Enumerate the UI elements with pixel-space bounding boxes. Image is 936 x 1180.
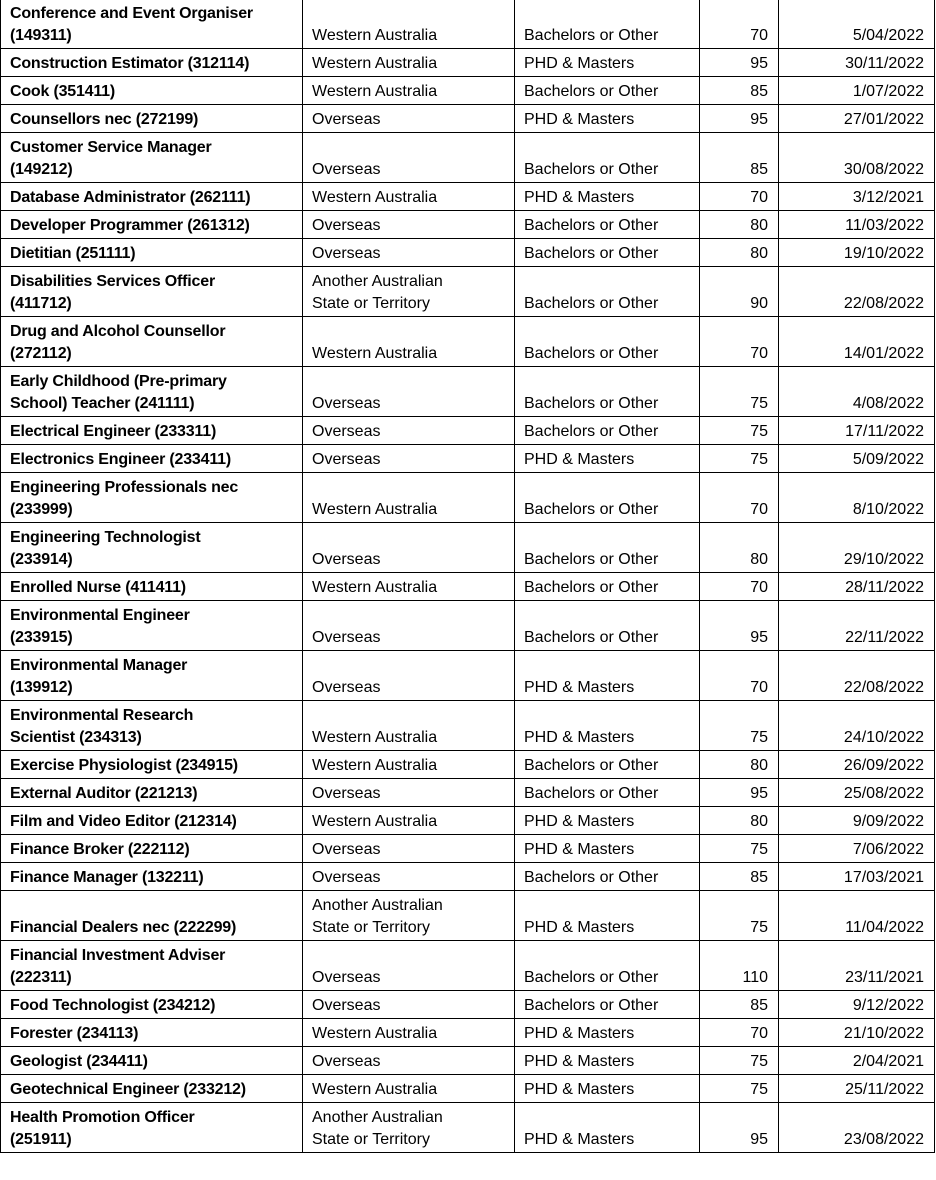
table-row [1, 0, 935, 49]
qualification-cell: Bachelors or Other [515, 473, 700, 523]
table-row [1, 779, 935, 807]
date-cell: 17/03/2021 [779, 863, 935, 891]
occupation-cell: Food Technologist (234212) [1, 991, 303, 1019]
qualification-cell: PHD & Masters [515, 183, 700, 211]
points-cell: 95 [700, 1103, 779, 1153]
table-row [1, 523, 935, 573]
points-cell: 75 [700, 701, 779, 751]
qualification-cell: Bachelors or Other [515, 417, 700, 445]
qualification-cell: PHD & Masters [515, 807, 700, 835]
points-cell: 75 [700, 1075, 779, 1103]
occupation-cell: Engineering Professionals nec (233999) [1, 473, 303, 523]
table-row [1, 133, 935, 183]
table-row [1, 1103, 935, 1153]
qualification-cell: PHD & Masters [515, 1075, 700, 1103]
location-cell: Western Australia [303, 1075, 515, 1103]
qualification-cell: Bachelors or Other [515, 601, 700, 651]
occupation-cell: Exercise Physiologist (234915) [1, 751, 303, 779]
date-cell: 25/08/2022 [779, 779, 935, 807]
table-row [1, 317, 935, 367]
location-cell: Overseas [303, 367, 515, 417]
table-row [1, 473, 935, 523]
table-row [1, 183, 935, 211]
points-cell: 75 [700, 367, 779, 417]
occupation-cell: Conference and Event Organiser (149311) [1, 0, 303, 49]
occupation-cell: Construction Estimator (312114) [1, 49, 303, 77]
table-row [1, 863, 935, 891]
location-cell: Another Australian State or Territory [303, 1103, 515, 1153]
date-cell: 11/03/2022 [779, 211, 935, 239]
date-cell: 25/11/2022 [779, 1075, 935, 1103]
location-cell: Overseas [303, 779, 515, 807]
location-cell: Overseas [303, 601, 515, 651]
occupation-cell: Geologist (234411) [1, 1047, 303, 1075]
location-cell: Overseas [303, 133, 515, 183]
qualification-cell: PHD & Masters [515, 651, 700, 701]
date-cell: 17/11/2022 [779, 417, 935, 445]
points-cell: 70 [700, 651, 779, 701]
points-cell: 75 [700, 835, 779, 863]
date-cell: 23/11/2021 [779, 941, 935, 991]
location-cell: Overseas [303, 523, 515, 573]
table-row [1, 367, 935, 417]
location-cell: Western Australia [303, 701, 515, 751]
table-row [1, 991, 935, 1019]
occupation-cell: Environmental Manager (139912) [1, 651, 303, 701]
points-cell: 90 [700, 267, 779, 317]
date-cell: 2/04/2021 [779, 1047, 935, 1075]
table-body [1, 0, 935, 1153]
date-cell: 14/01/2022 [779, 317, 935, 367]
points-cell: 75 [700, 891, 779, 941]
date-cell: 24/10/2022 [779, 701, 935, 751]
points-cell: 70 [700, 0, 779, 49]
points-cell: 80 [700, 211, 779, 239]
occupation-cell: Counsellors nec (272199) [1, 105, 303, 133]
points-cell: 85 [700, 133, 779, 183]
location-cell: Western Australia [303, 77, 515, 105]
location-cell: Western Australia [303, 807, 515, 835]
date-cell: 26/09/2022 [779, 751, 935, 779]
points-cell: 80 [700, 807, 779, 835]
qualification-cell: Bachelors or Other [515, 523, 700, 573]
date-cell: 22/11/2022 [779, 601, 935, 651]
location-cell: Western Australia [303, 0, 515, 49]
points-cell: 80 [700, 523, 779, 573]
location-cell: Overseas [303, 417, 515, 445]
occupation-cell: Film and Video Editor (212314) [1, 807, 303, 835]
qualification-cell: PHD & Masters [515, 105, 700, 133]
points-cell: 95 [700, 779, 779, 807]
occupation-cell: Cook (351411) [1, 77, 303, 105]
location-cell: Another Australian State or Territory [303, 891, 515, 941]
qualification-cell: PHD & Masters [515, 49, 700, 77]
occupation-cell: Forester (234113) [1, 1019, 303, 1047]
occupation-cell: Disabilities Services Officer (411712) [1, 267, 303, 317]
date-cell: 30/08/2022 [779, 133, 935, 183]
points-cell: 70 [700, 183, 779, 211]
table-row [1, 417, 935, 445]
qualification-cell: Bachelors or Other [515, 0, 700, 49]
occupation-cell: Environmental Engineer (233915) [1, 601, 303, 651]
qualification-cell: PHD & Masters [515, 445, 700, 473]
date-cell: 27/01/2022 [779, 105, 935, 133]
table-row [1, 941, 935, 991]
table-row [1, 1047, 935, 1075]
qualification-cell: Bachelors or Other [515, 779, 700, 807]
date-cell: 5/04/2022 [779, 0, 935, 49]
date-cell: 29/10/2022 [779, 523, 935, 573]
occupation-cell: Electronics Engineer (233411) [1, 445, 303, 473]
qualification-cell: Bachelors or Other [515, 751, 700, 779]
location-cell: Overseas [303, 211, 515, 239]
location-cell: Western Australia [303, 317, 515, 367]
location-cell: Overseas [303, 863, 515, 891]
location-cell: Overseas [303, 835, 515, 863]
occupation-cell: Financial Investment Adviser (222311) [1, 941, 303, 991]
table-row [1, 1019, 935, 1047]
table-row [1, 211, 935, 239]
location-cell: Overseas [303, 1047, 515, 1075]
points-cell: 85 [700, 77, 779, 105]
location-cell: Western Australia [303, 49, 515, 77]
location-cell: Another Australian State or Territory [303, 267, 515, 317]
occupation-cell: Electrical Engineer (233311) [1, 417, 303, 445]
occupation-cell: Health Promotion Officer (251911) [1, 1103, 303, 1153]
table-row [1, 77, 935, 105]
table-row [1, 807, 935, 835]
points-cell: 70 [700, 317, 779, 367]
location-cell: Overseas [303, 239, 515, 267]
date-cell: 30/11/2022 [779, 49, 935, 77]
table-row [1, 573, 935, 601]
points-cell: 70 [700, 573, 779, 601]
date-cell: 8/10/2022 [779, 473, 935, 523]
qualification-cell: PHD & Masters [515, 1103, 700, 1153]
occupation-cell: Finance Manager (132211) [1, 863, 303, 891]
table-row [1, 267, 935, 317]
qualification-cell: PHD & Masters [515, 835, 700, 863]
location-cell: Overseas [303, 105, 515, 133]
table-row [1, 651, 935, 701]
table-row [1, 239, 935, 267]
occupation-cell: Finance Broker (222112) [1, 835, 303, 863]
qualification-cell: Bachelors or Other [515, 991, 700, 1019]
date-cell: 3/12/2021 [779, 183, 935, 211]
table-row [1, 701, 935, 751]
table-row [1, 601, 935, 651]
date-cell: 9/12/2022 [779, 991, 935, 1019]
date-cell: 1/07/2022 [779, 77, 935, 105]
location-cell: Western Australia [303, 573, 515, 601]
date-cell: 7/06/2022 [779, 835, 935, 863]
qualification-cell: Bachelors or Other [515, 367, 700, 417]
location-cell: Overseas [303, 445, 515, 473]
location-cell: Western Australia [303, 751, 515, 779]
occupation-cell: Engineering Technologist (233914) [1, 523, 303, 573]
points-cell: 70 [700, 1019, 779, 1047]
points-cell: 75 [700, 1047, 779, 1075]
date-cell: 11/04/2022 [779, 891, 935, 941]
location-cell: Western Australia [303, 1019, 515, 1047]
table-row [1, 445, 935, 473]
qualification-cell: Bachelors or Other [515, 211, 700, 239]
occupation-cell: Geotechnical Engineer (233212) [1, 1075, 303, 1103]
table-row [1, 105, 935, 133]
table-row [1, 891, 935, 941]
table-row [1, 751, 935, 779]
date-cell: 23/08/2022 [779, 1103, 935, 1153]
location-cell: Western Australia [303, 473, 515, 523]
occupation-cell: Early Childhood (Pre-primary School) Teacher (241111) [1, 367, 303, 417]
points-cell: 110 [700, 941, 779, 991]
qualification-cell: Bachelors or Other [515, 267, 700, 317]
points-cell: 85 [700, 863, 779, 891]
date-cell: 28/11/2022 [779, 573, 935, 601]
date-cell: 22/08/2022 [779, 651, 935, 701]
points-cell: 95 [700, 601, 779, 651]
table-row [1, 49, 935, 77]
date-cell: 21/10/2022 [779, 1019, 935, 1047]
occupation-cell: Customer Service Manager (149212) [1, 133, 303, 183]
date-cell: 19/10/2022 [779, 239, 935, 267]
points-cell: 95 [700, 49, 779, 77]
points-cell: 95 [700, 105, 779, 133]
qualification-cell: Bachelors or Other [515, 573, 700, 601]
qualification-cell: Bachelors or Other [515, 77, 700, 105]
occupation-cell: Dietitian (251111) [1, 239, 303, 267]
occupation-cell: Financial Dealers nec (222299) [1, 891, 303, 941]
points-cell: 70 [700, 473, 779, 523]
date-cell: 9/09/2022 [779, 807, 935, 835]
points-cell: 85 [700, 991, 779, 1019]
occupation-cell: Drug and Alcohol Counsellor (272112) [1, 317, 303, 367]
qualification-cell: PHD & Masters [515, 701, 700, 751]
points-cell: 80 [700, 239, 779, 267]
occupation-cell: Environmental Research Scientist (234313) [1, 701, 303, 751]
points-cell: 80 [700, 751, 779, 779]
table-row [1, 1075, 935, 1103]
points-cell: 75 [700, 445, 779, 473]
location-cell: Western Australia [303, 183, 515, 211]
date-cell: 22/08/2022 [779, 267, 935, 317]
qualification-cell: Bachelors or Other [515, 133, 700, 183]
location-cell: Overseas [303, 941, 515, 991]
location-cell: Overseas [303, 991, 515, 1019]
date-cell: 4/08/2022 [779, 367, 935, 417]
date-cell: 5/09/2022 [779, 445, 935, 473]
points-cell: 75 [700, 417, 779, 445]
occupation-cell: Database Administrator (262111) [1, 183, 303, 211]
qualification-cell: Bachelors or Other [515, 317, 700, 367]
location-cell: Overseas [303, 651, 515, 701]
occupation-cell: Enrolled Nurse (411411) [1, 573, 303, 601]
table-row [1, 835, 935, 863]
qualification-cell: PHD & Masters [515, 1047, 700, 1075]
qualification-cell: Bachelors or Other [515, 239, 700, 267]
qualification-cell: PHD & Masters [515, 891, 700, 941]
occupation-cell: External Auditor (221213) [1, 779, 303, 807]
qualification-cell: Bachelors or Other [515, 863, 700, 891]
occupation-cell: Developer Programmer (261312) [1, 211, 303, 239]
qualification-cell: PHD & Masters [515, 1019, 700, 1047]
qualification-cell: Bachelors or Other [515, 941, 700, 991]
